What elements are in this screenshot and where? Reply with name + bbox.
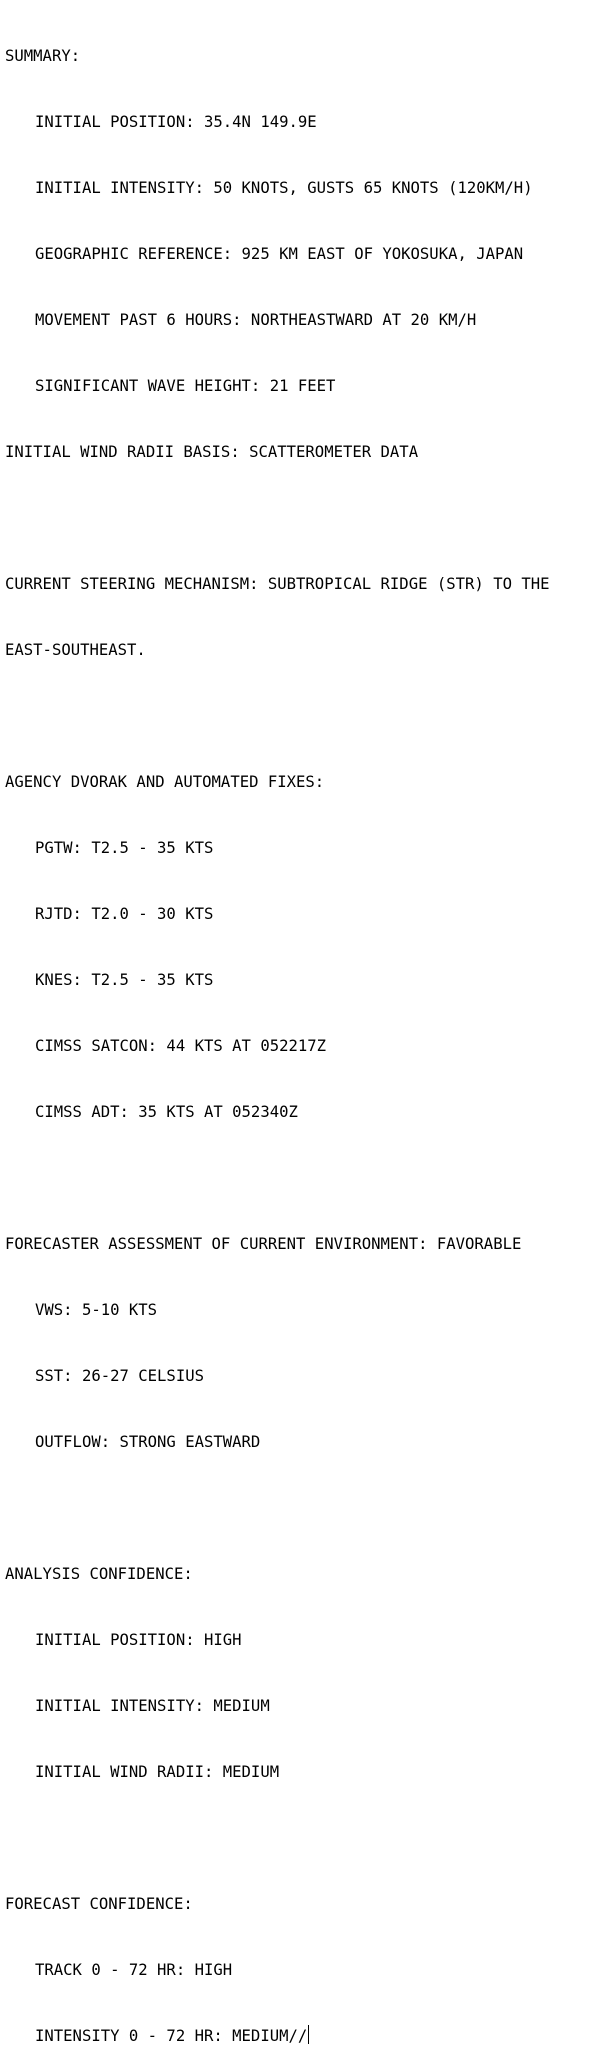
blank-line bbox=[5, 1827, 591, 1849]
dvorak-fix-cimss-adt: CIMSS ADT: 35 KTS AT 052340Z bbox=[35, 1103, 298, 1121]
dvorak-fix-knes: KNES: T2.5 - 35 KTS bbox=[35, 971, 214, 989]
blank-line bbox=[5, 1167, 591, 1189]
wave-height-line: SIGNIFICANT WAVE HEIGHT: 21 FEET bbox=[35, 377, 336, 395]
forecast-intensity-line: INTENSITY 0 - 72 HR: MEDIUM// bbox=[35, 2027, 308, 2045]
outflow-line: OUTFLOW: STRONG EASTWARD bbox=[35, 1433, 261, 1451]
sst-line: SST: 26-27 CELSIUS bbox=[35, 1367, 204, 1385]
analysis-intensity-line: INITIAL INTENSITY: MEDIUM bbox=[35, 1697, 270, 1715]
summary-heading: SUMMARY: bbox=[5, 47, 81, 65]
forecast-intensity-row bbox=[5, 2025, 591, 2047]
steering-line-1: CURRENT STEERING MECHANISM: SUBTROPICAL RIDGE (STR) TO THE bbox=[5, 575, 550, 593]
blank-line bbox=[5, 705, 591, 727]
geographic-reference-line: GEOGRAPHIC REFERENCE: 925 KM EAST OF YOKOSUKA, JAPAN bbox=[35, 245, 524, 263]
blank-line bbox=[5, 507, 591, 529]
movement-line: MOVEMENT PAST 6 HOURS: NORTHEASTWARD AT 20 KM/H bbox=[35, 311, 477, 329]
dvorak-fix-cimss-satcon: CIMSS SATCON: 44 KTS AT 052217Z bbox=[35, 1037, 327, 1055]
steering-line-2: EAST-SOUTHEAST. bbox=[5, 641, 146, 659]
dvorak-fix-pgtw: PGTW: T2.5 - 35 KTS bbox=[35, 839, 214, 857]
initial-position-line: INITIAL POSITION: 35.4N 149.9E bbox=[35, 113, 317, 131]
vws-line: VWS: 5-10 KTS bbox=[35, 1301, 158, 1319]
analysis-wind-radii-line: INITIAL WIND RADII: MEDIUM bbox=[35, 1763, 280, 1781]
text-cursor bbox=[308, 2025, 309, 2044]
warning-text-document bbox=[5, 1, 591, 2069]
blank-line bbox=[5, 1497, 591, 1519]
analysis-confidence-heading: ANALYSIS CONFIDENCE: bbox=[5, 1565, 193, 1583]
initial-intensity-line: INITIAL INTENSITY: 50 KNOTS, GUSTS 65 KNOTS (120KM/H) bbox=[35, 179, 533, 197]
forecast-track-line: TRACK 0 - 72 HR: HIGH bbox=[35, 1961, 233, 1979]
dvorak-fix-rjtd: RJTD: T2.0 - 30 KTS bbox=[35, 905, 214, 923]
analysis-position-line: INITIAL POSITION: HIGH bbox=[35, 1631, 242, 1649]
environment-heading: FORECASTER ASSESSMENT OF CURRENT ENVIRONMENT: FAVORABLE bbox=[5, 1235, 522, 1253]
dvorak-heading: AGENCY DVORAK AND AUTOMATED FIXES: bbox=[5, 773, 325, 791]
forecast-confidence-heading: FORECAST CONFIDENCE: bbox=[5, 1895, 193, 1913]
wind-radii-basis-line: INITIAL WIND RADII BASIS: SCATTEROMETER DATA bbox=[5, 443, 419, 461]
